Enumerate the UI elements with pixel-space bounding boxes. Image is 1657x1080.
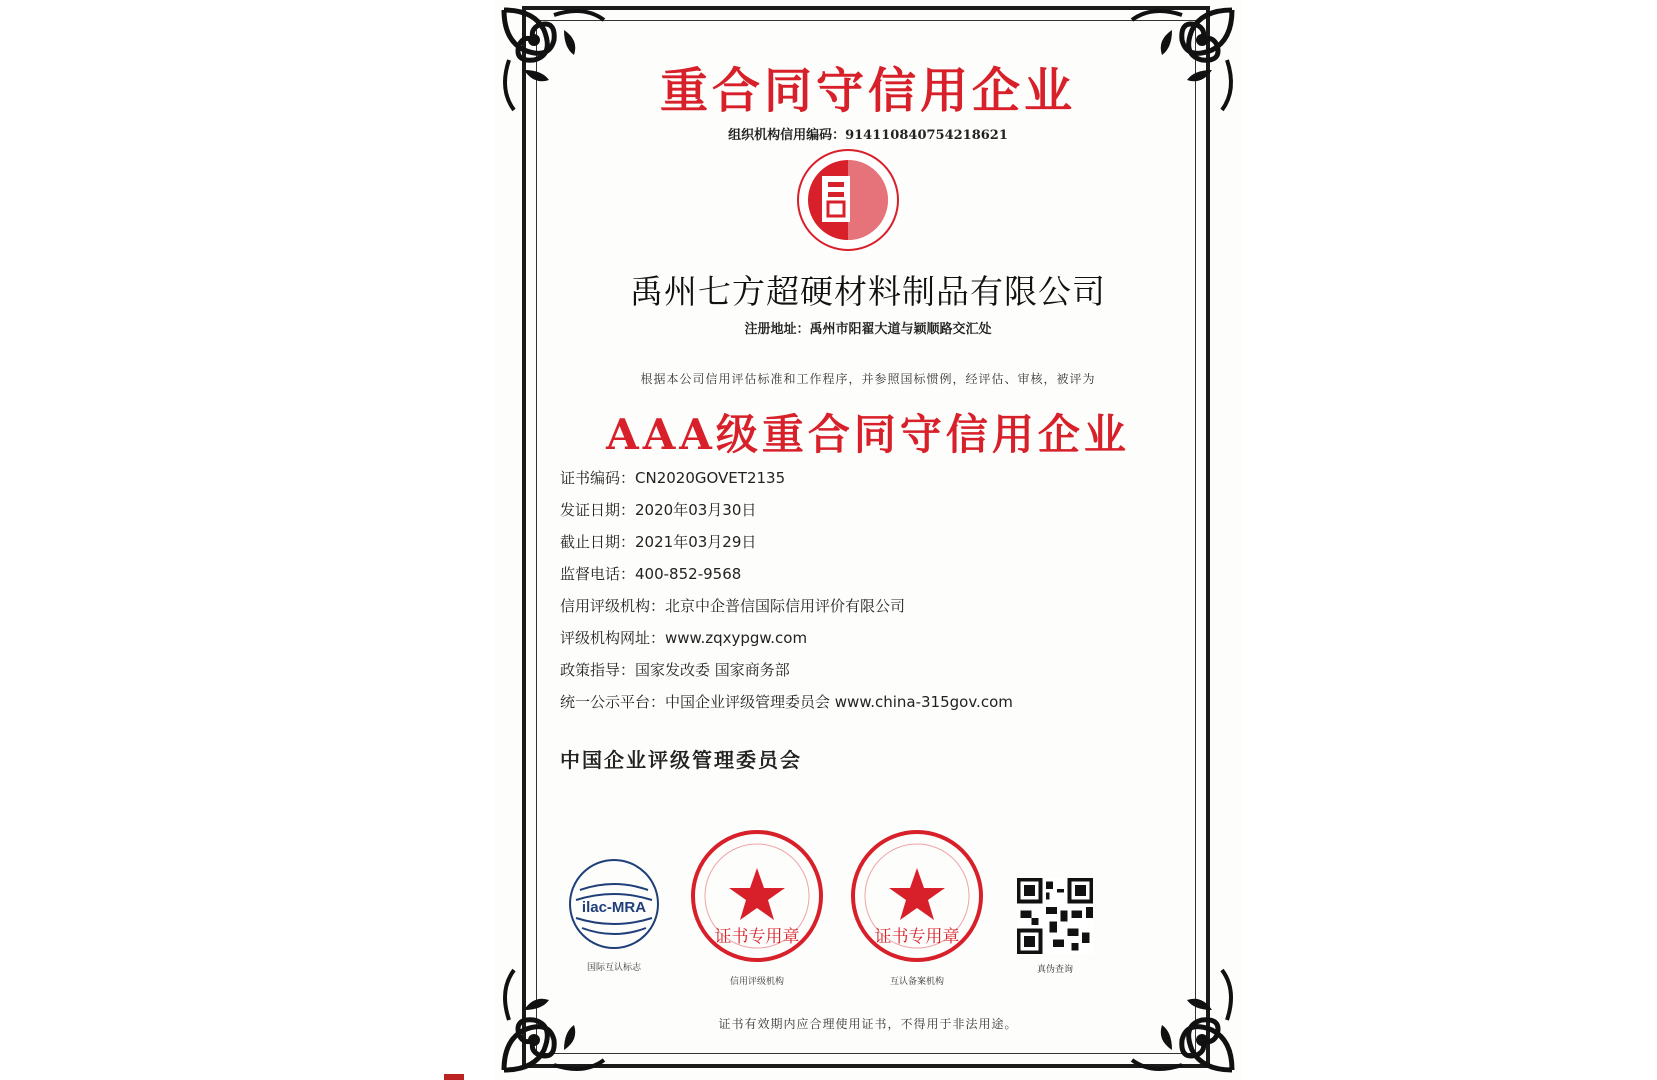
info-label: 统一公示平台： (560, 693, 666, 711)
qr-badge (1012, 878, 1098, 975)
ilac-text: ilac-MRA (581, 899, 647, 916)
registered-address: 注册地址：禹州市阳翟大道与颖顺路交汇处 (744, 322, 992, 337)
info-label: 截止日期： (560, 533, 636, 551)
seal1-caption: 信用评级机构 (729, 977, 784, 987)
info-label: 监督电话： (560, 565, 636, 583)
corner-ornament-icon (1102, 940, 1242, 1080)
info-label: 发证日期： (560, 501, 636, 519)
company-name: 禹州七方超硬材料制品有限公司 (630, 272, 1106, 311)
info-value: 国家发改委 国家商务部 (635, 661, 790, 679)
seal2-caption: 互认备案机构 (889, 977, 944, 987)
info-value: 2021年03月29日 (635, 533, 757, 551)
evaluation-intro: 根据本公司信用评估标准和工作程序，并参照国标惯例，经评估、审核，被评为 (640, 372, 1096, 386)
rating-agency-seal (682, 826, 832, 987)
info-value: 北京中企普信国际信用评价有限公司 (665, 597, 906, 615)
red-seal-icon (847, 826, 987, 966)
info-row-rating-agency (560, 590, 1013, 622)
info-row-issue-date (560, 494, 1013, 526)
seal1-center-text: 证书专用章 (714, 927, 800, 947)
ilac-badge (562, 856, 666, 973)
info-row-public-platform (560, 686, 1013, 718)
info-row-policy-guidance (560, 654, 1013, 686)
ilac-caption: 国际互认标志 (586, 963, 641, 973)
credit-logo-icon (794, 146, 902, 254)
red-seal-icon (687, 826, 827, 966)
committee-name: 中国企业评级管理委员会 (560, 748, 802, 772)
org-credit-code: 组织机构信用编码：914110840754218621 (728, 128, 1008, 143)
info-row-phone (560, 558, 1013, 590)
info-row-cert-number (560, 462, 1013, 494)
certificate-title: 重合同守信用企业 (659, 63, 1076, 119)
edge-mark (444, 1074, 464, 1080)
filing-agency-seal (842, 826, 992, 987)
info-value: 2020年03月30日 (635, 501, 757, 519)
certificate-info-list (560, 462, 1013, 718)
seal2-center-text: 证书专用章 (874, 927, 960, 947)
info-row-expiry-date (560, 526, 1013, 558)
info-label: 信用评级机构： (560, 597, 666, 615)
info-value: CN2020GOVET2135 (635, 469, 786, 487)
validity-notice: 证书有效期内应合理使用证书，不得用于非法用途。 (718, 1017, 1018, 1031)
info-label: 政策指导： (560, 661, 636, 679)
qr-code-icon (1017, 878, 1093, 954)
info-value: 400-852-9568 (635, 565, 742, 583)
info-label: 评级机构网址： (560, 629, 666, 647)
info-row-agency-website (560, 622, 1013, 654)
info-value: 中国企业评级管理委员会 www.china-315gov.com (665, 693, 1013, 711)
qr-caption: 真伪查询 (1036, 965, 1073, 975)
info-value: www.zqxypgw.com (665, 629, 808, 647)
certificate (494, 0, 1242, 1080)
ilac-mra-icon (566, 856, 662, 952)
info-label: 证书编码： (560, 469, 636, 487)
credit-grade: AAA级重合同守信用企业 (606, 410, 1130, 459)
